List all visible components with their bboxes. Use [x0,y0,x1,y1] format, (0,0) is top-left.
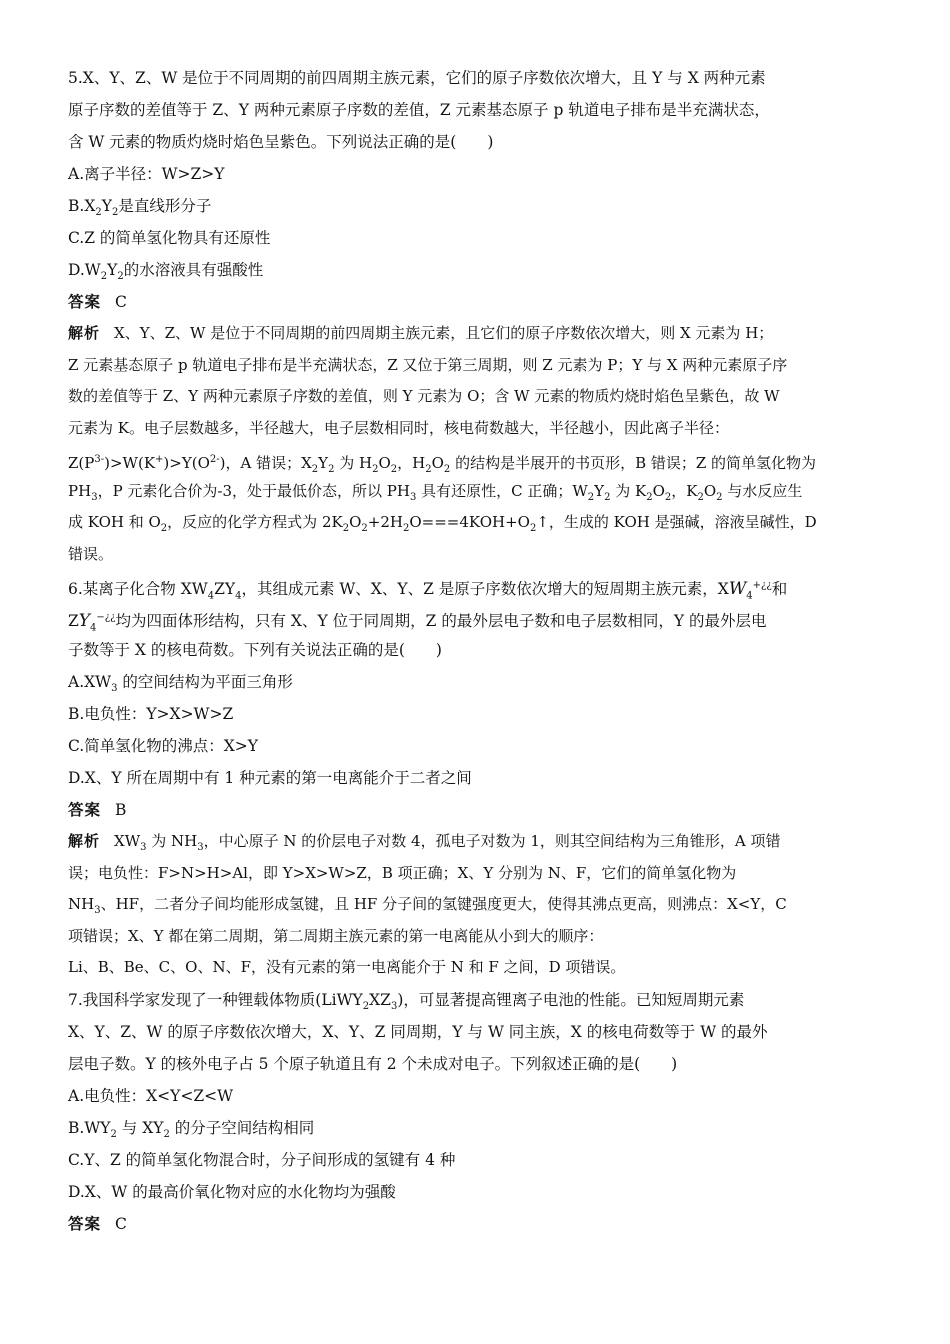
q6-stem-line-3: 子数等于 X 的核电荷数。下列有关说法正确的是( ) [68,641,442,659]
q6-answer [68,794,888,826]
q6-answer-value: B [115,801,127,819]
q5-stem-line-1: 5.X、Y、Z、W 是位于不同周期的前四周期主族元素，它们的原子序数依次增大，且 Y 与 X 两种元素 [68,69,766,87]
q5-answer-value: C [115,293,127,311]
q5-option-a: A.离子半径：W>Z>Y [68,165,225,183]
q5-option-c: C.Z 的简单氢化物具有还原性 [68,229,271,247]
q6-stem-line-2: $ZY_4^{-¿¿}$均为四面体形结构，只有 X、Y 位于同周期，Z 的最外层电子数和电子层数相同，Y 的最外层电 [68,611,767,634]
q5-stem-line-2: 原子序数的差值等于 Z、Y 两种元素原子序数的差值，Z 元素基态原子 p 轨道电子排布是半充满状态， [68,101,770,119]
q7-stem-line-3: 层电子数。Y 的核外电子占 5 个原子轨道且有 2 个未成对电子。下列叙述正确的是( ) [68,1054,678,1073]
q5-explanation-line-6: $PH_3$，P 元素化合价为-3，处于最低价态，所以 $PH_3$ 具有还原性，C 正确；$W_2Y_2$ 为 $K_2O_2$，$K_2O_2$ 与水反应生 [68,481,803,503]
q5-answer [68,286,888,318]
q6-option-a: $A.XW_3$ 的空间结构为平面三角形 [68,673,293,695]
q7-option-d: D.X、W 的最高价氧化物对应的水化物均为强酸 [68,1182,396,1201]
q7-answer [68,1208,888,1240]
q5-stem-line-3: 含 W 元素的物质灼烧时焰色呈紫色。下列说法正确的是( ) [68,133,494,151]
q5-explanation-line-4: 元素为 K。电子层数越多，半径越大，电子层数相同时，核电荷数越大，半径越小，因此离子半径： [68,418,729,437]
answer-label: 答案 [68,1214,102,1233]
document-page [68,62,888,1240]
answer-label: 答案 [68,293,102,311]
q6-stem-line-1: 6.某离子化合物 $XW_4ZY_4$，其组成元素 W、X、Y、Z 是原子序数依次增大的短周期主族元素，$XW_4^{+¿¿}$和 [68,579,788,602]
q7-option-b: $B.WY_2$ 与 $XY_2$ 的分子空间结构相同 [68,1118,315,1140]
answer-label: 答案 [68,801,102,819]
q7-stem-line-2: X、Y、Z、W 的原子序数依次增大，X、Y、Z 同周期，Y 与 W 同主族，X 的核电荷数等于 W 的最外 [68,1022,768,1041]
q7-answer-value: C [115,1214,127,1233]
q5-explanation-line-7: 成 KOH 和 $O_2$，反应的化学方程式为 $2K_2O_2+2H_2O===4KOH+O_2↑$，生成的 KOH 是强碱，溶液呈碱性，D [68,513,817,534]
q7-option-c: C.Y、Z 的简单氢化物混合时，分子间形成的氢键有 4 种 [68,1150,456,1169]
q5-explanation-line-2: Z 元素基态原子 p 轨道电子排布是半充满状态，Z 又位于第三周期，则 Z 元素为 P；Y 与 X 两种元素原子序 [68,355,788,374]
q6-option-d: D.X、Y 所在周期中有 1 种元素的第一电离能介于二者之间 [68,769,472,787]
explanation-label: 解析 [68,324,101,342]
q7-option-a: A.电负性：X<Y<Z<W [68,1086,234,1105]
q6-explanation-line-4: 项错误；X、Y 都在第二周期，第二周期主族元素的第一电离能从小到大的顺序： [68,926,604,945]
q5-explanation-line-3: 数的差值等于 Z、Y 两种元素原子序数的差值，则 Y 元素为 O；含 W 元素的物质灼烧时焰色呈紫色，故 W [68,387,780,405]
q7-stem-line-1: 7.我国科学家发现了一种锂载体物质$(LiWY_2XZ_3)$，可显著提高锂离子电池的性能。已知短周期元素 [68,990,745,1012]
q5-explanation-line-1: 解析 X、Y、Z、W 是位于不同周期的前四周期主族元素，且它们的原子序数依次增大，则 X 元素为 H； [68,324,774,342]
q6-explanation-line-3: $NH_3$、HF，二者分子间均能形成氢键，且 HF 分子间的氢键强度更大，使得其沸点更高，则沸点：X<Y，C [68,895,787,916]
q6-explanation-line-1: 解析 $XW_3$ 为 $NH_3$，中心原子 N 的价层电子对数 4，孤电子对数为 1，则其空间结构为三角锥形，A 项错 [68,832,781,853]
q6-option-b: B.电负性：Y>X>W>Z [68,705,234,723]
q6-option-c: C.简单氢化物的沸点：X>Y [68,737,258,755]
q5-option-d: $D.W_2Y_2$的水溶液具有强酸性 [68,261,264,283]
q5-option-b: $B.X_2Y_2$是直线形分子 [68,197,212,219]
q6-explanation-line-5: Li、B、Be、C、O、N、F，没有元素的第一电离能介于 N 和 F 之间，D 项错误。 [68,958,626,976]
q5-explanation-line-8: 错误。 [68,544,114,563]
explanation-label: 解析 [68,832,101,850]
q5-explanation-line-5: $Z(P^{3-})>W(K^+)>Y(O^{2-})$，A 错误；$X_2Y_2$ 为 $H_2O_2$，$H_2O_2$ 的结构是半展开的书页形，B 错误；Z 的简单氢化物为 [68,454,817,475]
q6-explanation-line-2: 误；电负性：F>N>H>Al，即 Y>X>W>Z，B 项正确；X、Y 分别为 N、F，它们的简单氢化物为 [68,863,737,882]
